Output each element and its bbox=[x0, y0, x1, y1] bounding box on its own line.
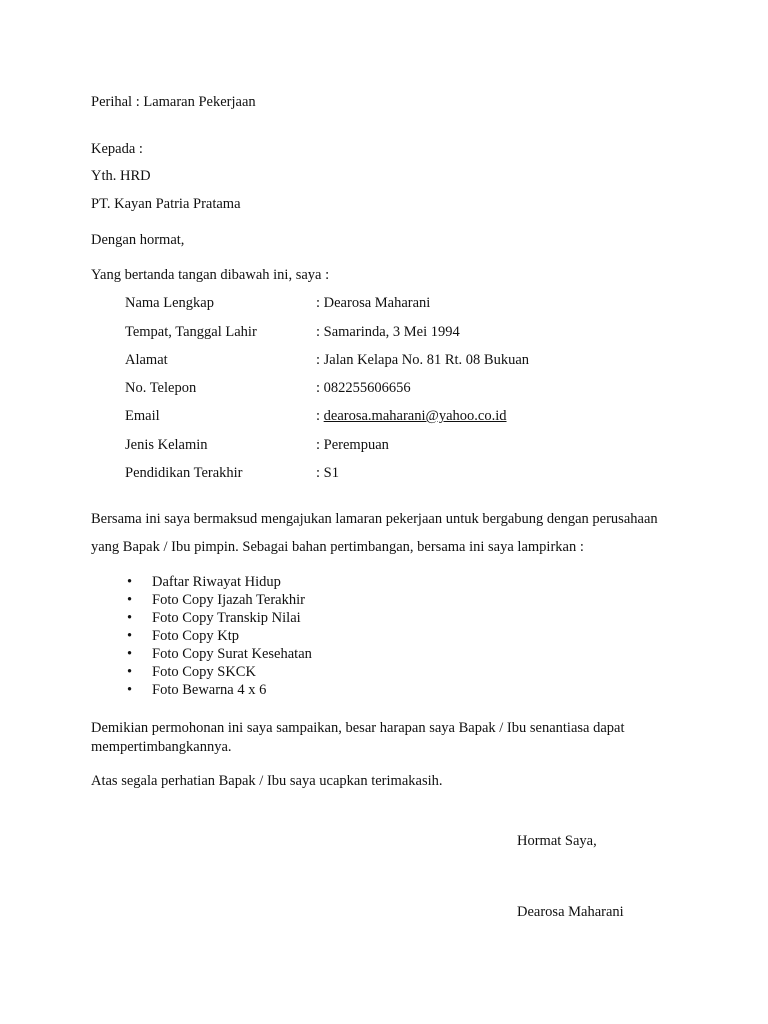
closing-paragraph bbox=[91, 719, 677, 757]
field-value: : Jalan Kelapa No. 81 Rt. 08 Bukuan bbox=[316, 352, 530, 368]
field-value bbox=[316, 407, 507, 425]
list-item-text: Foto Copy Transkip Nilai bbox=[152, 610, 301, 626]
sign-off: Hormat Saya, bbox=[517, 833, 597, 849]
list-item-text: Foto Bewarna 4 x 6 bbox=[152, 682, 267, 698]
body-paragraph-line-1: Bersama ini saya bermaksud mengajukan lamaran pekerjaan untuk bergabung dengan perusahaan bbox=[91, 511, 658, 527]
field-value: : Samarinda, 3 Mei 1994 bbox=[316, 324, 460, 340]
list-item-text: Foto Copy Ktp bbox=[152, 628, 240, 644]
field-label: Jenis Kelamin bbox=[125, 437, 208, 453]
field-label: No. Telepon bbox=[125, 380, 197, 396]
intro-line: Yang bertanda tangan dibawah ini, saya : bbox=[91, 267, 330, 283]
bullet-icon: • bbox=[127, 646, 133, 662]
company-name: PT. Kayan Patria Pratama bbox=[91, 196, 241, 212]
bullet-icon: • bbox=[127, 628, 133, 644]
field-label: Alamat bbox=[125, 352, 168, 368]
subject-line: Perihal : Lamaran Pekerjaan bbox=[91, 94, 256, 110]
email-prefix: : bbox=[316, 408, 324, 424]
bullet-icon: • bbox=[127, 592, 133, 608]
field-label: Tempat, Tanggal Lahir bbox=[125, 324, 257, 340]
email-link[interactable]: dearosa.maharani@yahoo.co.id bbox=[323, 408, 507, 424]
field-label: Email bbox=[125, 408, 160, 424]
recipient: Yth. HRD bbox=[91, 168, 151, 184]
list-item-text: Foto Copy Surat Kesehatan bbox=[152, 646, 312, 662]
list-item-text: Foto Copy Ijazah Terakhir bbox=[152, 592, 305, 608]
closing-line-2: mempertimbangkannya. bbox=[91, 739, 232, 755]
bullet-icon: • bbox=[127, 610, 133, 626]
list-item-text: Foto Copy SKCK bbox=[152, 664, 256, 680]
field-value: : Perempuan bbox=[316, 437, 389, 453]
field-label: Nama Lengkap bbox=[125, 295, 214, 311]
to-label: Kepada : bbox=[91, 141, 143, 157]
bullet-icon: • bbox=[127, 574, 133, 590]
field-value: : Dearosa Maharani bbox=[316, 295, 431, 311]
field-value: : S1 bbox=[316, 465, 339, 481]
signer-name: Dearosa Maharani bbox=[517, 904, 624, 920]
list-item-text: Daftar Riwayat Hidup bbox=[152, 574, 281, 590]
body-paragraph-line-2: yang Bapak / Ibu pimpin. Sebagai bahan pertimbangan, bersama ini saya lampirkan : bbox=[91, 539, 584, 555]
field-label: Pendidikan Terakhir bbox=[125, 465, 243, 481]
closing-line-1: Demikian permohonan ini saya sampaikan, besar harapan saya Bapak / Ibu senantiasa dapat bbox=[91, 720, 625, 736]
bullet-icon: • bbox=[127, 682, 133, 698]
field-value: : 082255606656 bbox=[316, 380, 411, 396]
greeting: Dengan hormat, bbox=[91, 232, 185, 248]
thanks-line: Atas segala perhatian Bapak / Ibu saya ucapkan terimakasih. bbox=[91, 773, 443, 789]
bullet-icon: • bbox=[127, 664, 133, 680]
